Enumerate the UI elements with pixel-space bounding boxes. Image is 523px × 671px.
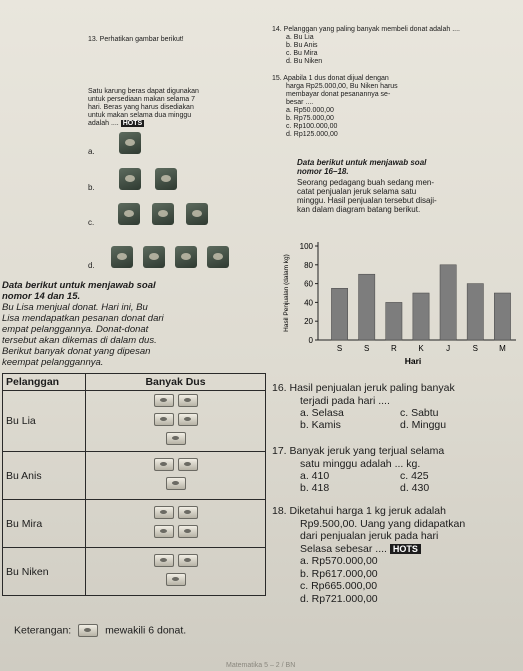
legend-label: Keterangan: <box>14 624 72 637</box>
section-heading: nomor 14 dan 15. <box>2 291 81 302</box>
bar <box>440 265 456 340</box>
bar <box>413 293 429 340</box>
x-tick-label: K <box>418 344 424 353</box>
customer-name: Bu Lia <box>3 391 86 452</box>
q14-stem: 14. Pelanggan yang paling banyak membeli donat adalah .... <box>272 26 460 33</box>
page-footer: Matematika 5 – 2 / BN <box>226 662 296 669</box>
table-row <box>3 391 266 452</box>
rice-bag-icon <box>119 132 141 154</box>
rice-line: untuk makan selama dua minggu <box>88 112 192 119</box>
q17-stem: satu minggu adalah ... kg. <box>300 457 421 470</box>
table-row <box>3 452 266 500</box>
donut-box-icon <box>166 432 186 445</box>
section-text: minggu. Hasil penjualan tersebut disaji- <box>297 196 437 205</box>
q18-stem: Rp9.500,00. Uang yang didapatkan <box>300 517 466 530</box>
section-text: Seorang pedagang buah sedang men- <box>297 178 434 187</box>
table-row <box>3 500 266 548</box>
section-heading: Data berikut untuk menjawab soal <box>297 158 427 167</box>
bar <box>494 293 510 340</box>
x-axis-label: Hari <box>404 356 422 366</box>
donut-box-icon <box>154 458 174 471</box>
donut-box-icon <box>166 477 186 490</box>
y-tick-label: 0 <box>308 336 313 345</box>
donut-box-icon <box>178 525 198 538</box>
section-text: catat penjualan jeruk selama satu <box>297 187 417 196</box>
option-c[interactable] <box>88 203 208 227</box>
q18-option[interactable]: c. Rp665.000,00 <box>300 580 378 592</box>
hots-badge: HOTS <box>390 544 421 554</box>
donut-box-icon <box>154 506 174 519</box>
q16 <box>272 382 520 431</box>
q18-stem: dari penjualan jeruk pada hari <box>300 530 439 542</box>
q15-option[interactable]: d. Rp125.000,00 <box>286 131 338 138</box>
paragraph-line: Bu Lisa menjual donat. Hari ini, Bu <box>2 302 148 313</box>
donut-boxes <box>86 391 266 452</box>
rice-line: untuk persediaan makan selama 7 <box>88 96 196 103</box>
y-tick-label: 100 <box>299 242 313 251</box>
q15-line: besar .... <box>286 99 314 106</box>
legend-note <box>14 624 186 637</box>
donut-box-icon <box>178 554 198 567</box>
x-tick-label: J <box>446 344 451 353</box>
q16-option[interactable]: a. Selasa <box>300 407 344 419</box>
q14-option[interactable]: b. Bu Anis <box>286 42 318 49</box>
rice-bag-icon <box>186 203 208 225</box>
donut-box-icon <box>78 624 98 637</box>
donut-box-icon <box>178 506 198 519</box>
q17-stem: 17. Banyak jeruk yang terjual selama <box>272 445 445 457</box>
bar <box>359 274 375 340</box>
donut-box-icon <box>154 394 174 407</box>
donut-boxes <box>86 452 266 500</box>
q15 <box>272 75 518 139</box>
donut-box-icon <box>178 458 198 471</box>
y-axis-label: Hasil Penjualan (dalam kg) <box>283 254 290 332</box>
q18-option[interactable]: b. Rp617.000,00 <box>300 567 378 580</box>
q16-stem: 16. Hasil penjualan jeruk paling banyak <box>272 382 455 394</box>
y-tick-label: 40 <box>304 298 313 308</box>
donut-box-icon <box>154 413 174 426</box>
q17-option[interactable]: b. 418 <box>300 482 330 494</box>
rice-text <box>88 88 278 128</box>
section-14-15 <box>2 280 264 368</box>
y-tick-label: 60 <box>304 279 313 289</box>
customer-name: Bu Anis <box>3 452 86 500</box>
rice-bag-icon <box>152 203 174 225</box>
customer-name: Bu Niken <box>3 548 86 596</box>
q18-option[interactable]: d. Rp721.000,00 <box>300 592 378 605</box>
bar <box>331 288 347 340</box>
table-row <box>3 548 266 596</box>
customer-name: Bu Mira <box>3 500 86 548</box>
option-letter: a. <box>88 147 95 156</box>
donut-box-icon <box>154 554 174 567</box>
hots-badge: HOTS <box>122 120 143 127</box>
option-letter: c. <box>88 218 95 227</box>
bar <box>386 302 402 340</box>
paragraph-line: Berikut banyak donat yang dipesan <box>2 346 151 357</box>
q18-stem: 18. Diketahui harga 1 kg jeruk adalah <box>272 505 446 517</box>
section-heading: Data berikut untuk menjawab soal <box>2 280 156 291</box>
option-letter: b. <box>88 183 95 192</box>
y-tick-label: 80 <box>304 260 313 270</box>
q16-option[interactable]: d. Minggu <box>400 419 447 431</box>
y-tick-label: 20 <box>304 317 313 327</box>
q17-option[interactable]: d. 430 <box>400 482 430 494</box>
q13-text: 13. Perhatikan gambar berikut! <box>88 36 184 43</box>
paragraph-line: keempat pelanggannya. <box>2 357 104 368</box>
donut-boxes <box>86 500 266 548</box>
section-text: kan dalam diagram batang berikut. <box>297 205 421 214</box>
option-letter: d. <box>88 261 95 270</box>
rice-bag-icon <box>119 168 141 190</box>
rice-bag-icon <box>207 246 229 268</box>
rice-bag-icon <box>111 246 133 268</box>
q15-option[interactable]: a. Rp50.000,00 <box>286 107 334 114</box>
option-a[interactable] <box>88 132 141 156</box>
paragraph-line: tersebut akan dikemas di dalam dus. <box>2 335 157 346</box>
rice-line: adalah .... <box>88 120 119 127</box>
q16-option[interactable]: b. Kamis <box>300 419 341 431</box>
option-d[interactable] <box>88 246 229 270</box>
rice-bag-icon <box>118 203 140 225</box>
table-header: Banyak Dus <box>86 374 266 391</box>
q18-stem: Selasa sebesar .... <box>300 542 387 555</box>
rice-bag-icon <box>155 168 177 190</box>
rice-bag-icon <box>143 246 165 268</box>
rice-line: Satu karung beras dapat digunakan <box>88 88 199 95</box>
option-b[interactable] <box>88 168 177 192</box>
q18 <box>272 505 520 605</box>
paragraph-line: empat pelanggannya. Donat-donat <box>2 324 149 335</box>
q17-option[interactable]: a. 410 <box>300 470 330 482</box>
paragraph-line: Lisa mendapatkan pesanan donat dari <box>2 313 164 324</box>
q14-option[interactable]: d. Bu Niken <box>286 58 323 65</box>
q17-option[interactable]: c. 425 <box>400 470 429 482</box>
q15-option[interactable]: c. Rp100.000,00 <box>286 123 338 130</box>
q14 <box>272 26 518 66</box>
donut-box-icon <box>166 573 186 586</box>
x-tick-label: R <box>390 344 397 353</box>
q17 <box>272 445 520 494</box>
q15-line: membayar donat pesanannya se- <box>286 91 391 98</box>
donut-box-icon <box>154 525 174 538</box>
q16-option[interactable]: c. Sabtu <box>400 407 439 419</box>
sales-bar-chart <box>272 238 520 378</box>
x-tick-label: S <box>364 344 370 353</box>
x-tick-label: S <box>472 344 478 353</box>
section-16-18 <box>297 158 519 214</box>
x-tick-label: S <box>336 344 343 353</box>
donut-box-icon <box>178 413 198 426</box>
legend-text: mewakili 6 donat. <box>105 624 187 637</box>
x-tick-label: M <box>499 344 506 353</box>
q15-line: harga Rp25.000,00, Bu Niken harus <box>286 83 398 90</box>
rice-bag-icon <box>175 246 197 268</box>
q18-option[interactable]: a. Rp570.000,00 <box>300 555 378 567</box>
donut-boxes <box>86 548 266 596</box>
q16-stem: terjadi pada hari .... <box>300 394 390 407</box>
q14-option[interactable]: c. Bu Mira <box>286 50 318 57</box>
bar <box>467 284 483 340</box>
section-heading: nomor 16–18. <box>297 167 349 176</box>
q14-option[interactable]: a. Bu Lia <box>286 34 314 41</box>
q15-line: 15. Apabila 1 dus donat dijual dengan <box>272 75 389 82</box>
q15-option[interactable]: b. Rp75.000,00 <box>286 115 334 122</box>
table-header: Pelanggan <box>3 374 86 391</box>
donut-order-table <box>2 373 266 596</box>
donut-box-icon <box>178 394 198 407</box>
rice-line: hari. Beras yang harus disediakan <box>88 104 194 111</box>
